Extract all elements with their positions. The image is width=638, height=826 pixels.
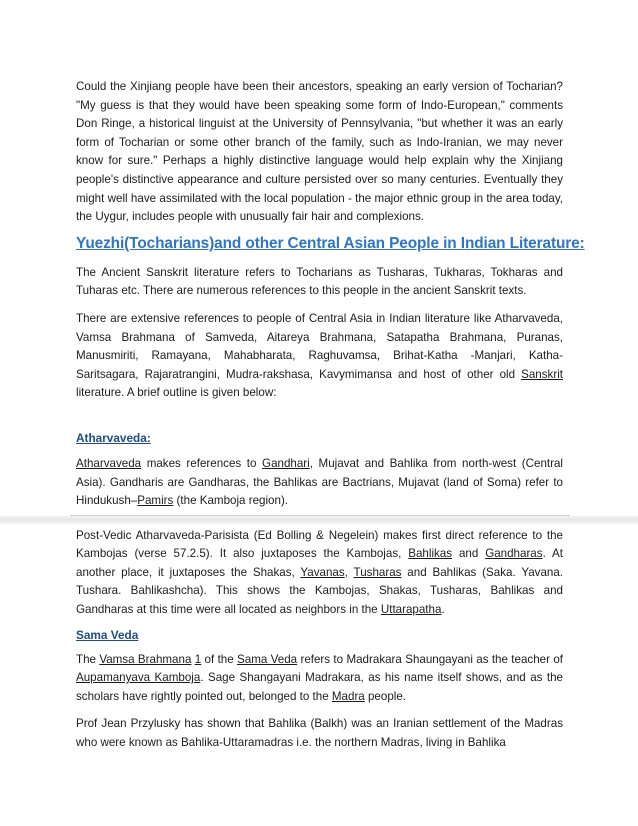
text: The [76, 652, 100, 666]
document-body [76, 78, 585, 753]
text: . Sage Shangayani Madrakara, as his name itself shows, and as the scholars have rightly pointed out, belonged to the [76, 671, 563, 703]
text: , [344, 565, 354, 579]
text: makes references to [141, 456, 263, 470]
link-gandharas[interactable]: Gandharas [485, 547, 543, 561]
link-sanskrit[interactable]: Sanskrit [521, 367, 563, 381]
text: refers to Madrakara Shaungayani as the teacher of [297, 652, 563, 666]
section-heading-central-asian-people: Yuezhi(Tocharians)and other Central Asian People in Indian Literature: [76, 234, 585, 252]
section-heading-sama-veda: Sama Veda [76, 627, 139, 642]
link-aupamanyava-kamboja[interactable]: Aupamanyava Kamboja [76, 671, 201, 685]
section-heading-atharvaveda: Atharvaveda: [76, 430, 151, 445]
text: and [452, 547, 486, 561]
paragraph-indian-literature [76, 310, 563, 403]
text: literature. A brief outline is given below: [76, 386, 277, 400]
paragraph-sanskrit-references: The Ancient Sanskrit literature refers to Tocharians as Tusharas, Tukharas, Tokharas and Tuharas etc. There are numerous references to this people in the ancient Sanskrit texts. [76, 265, 563, 298]
text: . At another place, it juxtaposes the Shakas, [76, 547, 563, 579]
link-vamsa-brahmana[interactable]: Vamsa Brahmana [99, 652, 192, 666]
link-footnote-1[interactable]: 1 [194, 652, 202, 666]
text: Post-Vedic Atharvaveda-Parisista (Ed Bolling & Negelein) makes first direct reference to the Kambojas (verse 57.2.5). It also juxtaposes the Kambojas, [76, 528, 563, 561]
text: of the [201, 652, 238, 666]
link-uttarapatha[interactable]: Uttarapatha [380, 603, 442, 617]
text: (the Kamboja region). [173, 494, 289, 508]
paragraph-xinjiang: Could the Xinjiang people have been their ancestors, speaking an early version of Tocharian? "My guess is that they would have been speaking some form of Indo-European," comments Don Ringe, a historical linguist at the University of Pennsylvania, "but whether it was an early form of Tocharian or some other branch of the family, such as Indo-Iranian, we may never know for sure." Perhaps a highly distinctive language would help explain why the Xinjiang people's distinctive appearance and culture persisted over so many centuries. Eventually they might well have assimilated with the local population - the major ethnic group in the area today, the Uygur, includes people with unusually fair hair and complexions. [76, 80, 563, 224]
text: . [441, 603, 445, 617]
text: and Bahlikas (Saka. Yavana. Tushara. Bahlikashcha). This shows the Kambojas, Shakas, Tusharas, Bahlikas and Gandharas at this time were all located as neighbors in the [76, 565, 564, 617]
paragraph-atharvaveda [76, 455, 563, 511]
link-tusharas[interactable]: Tusharas [353, 565, 402, 579]
text: There are extensive references to people of Central Asia in Indian literature like Atharvaveda, Vamsa Brahmana of Samveda, Aitareya Brahmana, Satapatha Brahmana, Puranas, Manusmiriti, Ramayana, Mahabharata, Raghuvamsa, Brihat-Katha -Manjari, Katha-Saritsagara, Rajaratrangini, Mudra-rakshasa, Kavymimansa and host of other old [76, 311, 563, 381]
paragraph-przylusky: Prof Jean Przylusky has shown that Bahlika (Balkh) was an Iranian settlement of the Madras who were known as Bahlika-Uttaramadras i.e. the northern Madras, living in Bahlika [76, 717, 563, 750]
link-bahlikas[interactable]: Bahlikas [408, 547, 453, 561]
link-sama-veda[interactable]: Sama Veda [237, 652, 298, 666]
link-madra[interactable]: Madra [331, 689, 365, 703]
paragraph-atharvaveda-parisista [76, 527, 563, 620]
paragraph-sama-veda [76, 651, 563, 707]
link-atharvaveda[interactable]: Atharvaveda [76, 456, 142, 470]
link-pamirs[interactable]: Pamirs [137, 494, 174, 508]
link-yavanas[interactable]: Yavanas [300, 565, 345, 579]
text: people. [364, 689, 407, 703]
link-gandhari[interactable]: Gandhari [262, 456, 310, 470]
text: , Mujavat and Bahlika from north-west (Central Asia). Gandharis are Gandharas, the Bahlikas are Bactrians, Mujavat (land of Soma) refer to Hindukush– [76, 456, 563, 508]
